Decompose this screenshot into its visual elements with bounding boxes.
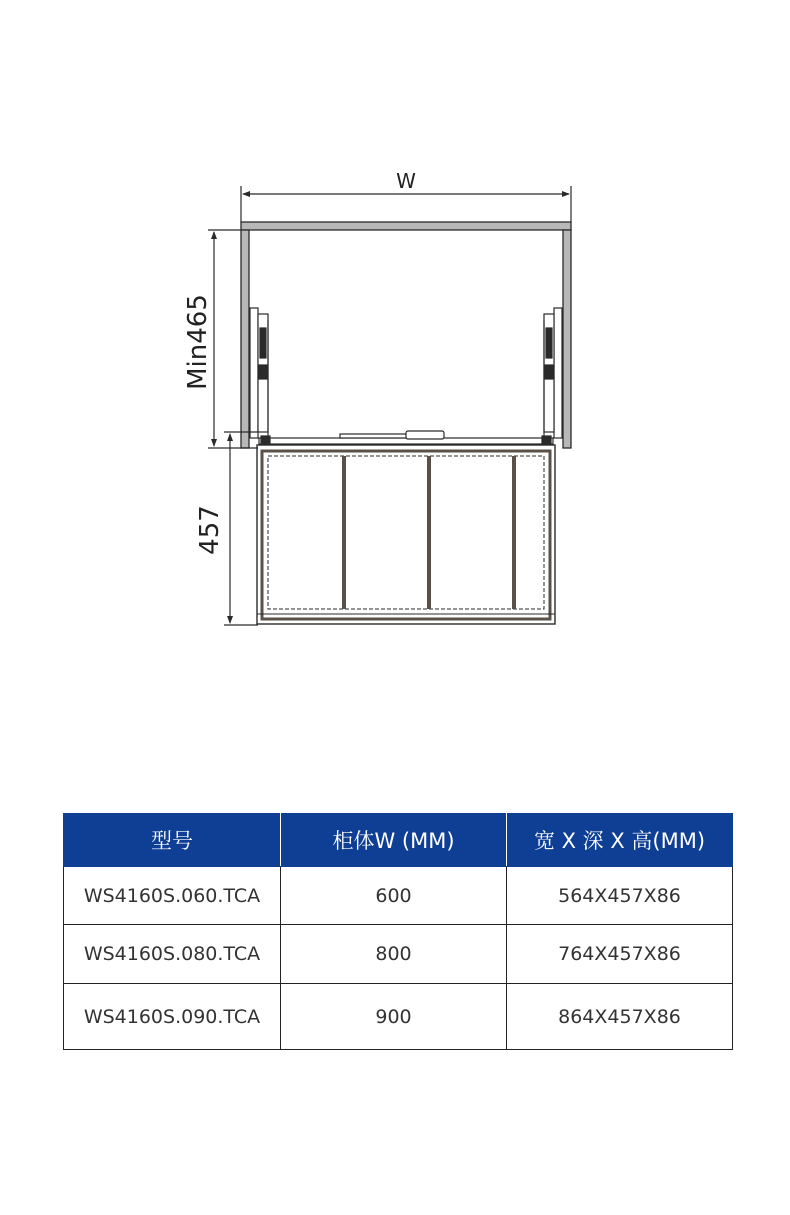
table-row [64,925,733,984]
width-label: W [396,169,416,193]
table-row [64,867,733,925]
cell-dimensions: 764X457X86 [507,925,733,984]
cell-cabinet-width: 900 [281,984,507,1050]
cabinet-frame [241,222,571,448]
header-dimensions: 宽 X 深 X 高(MM) [507,814,733,867]
table-row [64,984,733,1050]
handle-bar [259,431,553,444]
cell-model: WS4160S.090.TCA [64,984,281,1050]
right-lift-mechanism [544,308,562,438]
cell-cabinet-width: 800 [281,925,507,984]
cell-model: WS4160S.060.TCA [64,867,281,925]
spec-table-header [64,814,733,867]
cell-model: WS4160S.080.TCA [64,925,281,984]
cell-dimensions: 864X457X86 [507,984,733,1050]
cell-cabinet-width: 600 [281,867,507,925]
height-min-label: Min465 [183,294,213,390]
left-lift-mechanism [250,308,268,438]
header-cabinet-width: 柜体W (MM) [281,814,507,867]
spec-table [63,813,733,1050]
basket-height-dimension [224,432,258,625]
cell-dimensions: 564X457X86 [507,867,733,925]
basket-height-label: 457 [195,505,225,555]
header-model: 型号 [64,814,281,867]
basket [257,445,555,624]
